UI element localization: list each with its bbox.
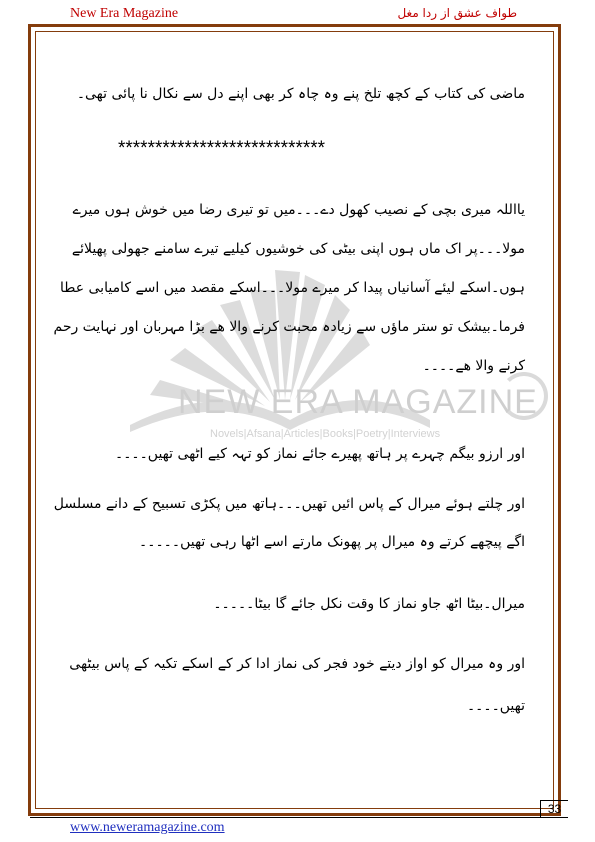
body-line: اور ارزو بیگم چہرے پر ہاتھ پھیرے جائے نماز کو تہہ کیے اٹھی تھیں۔۔۔۔ <box>114 446 525 462</box>
watermark-title: NEW ERA MAGAZINE <box>178 383 538 421</box>
watermark-ring-icon <box>500 372 548 420</box>
body-line: اور وہ میرال کو اواز دیتے خود فجر کی نماز ادا کر کے اسکے تکیہ کے پاس بیٹھی <box>69 656 525 672</box>
body-line: فرما۔بیشک تو ستر ماؤں سے زیادہ محبت کرنے والا ھے بڑا مہربان اور نہایت رحم <box>53 319 525 335</box>
body-line: ہوں۔اسکے لیئے آسانیاں پیدا کر میرے مولا۔۔۔اسکے مقصد میں اسے کامیابی عطا <box>59 280 525 296</box>
footer-divider <box>30 817 565 818</box>
section-separator: **************************** <box>118 138 326 159</box>
body-line: اگے پیچھے کرتے وہ میرال پر پھونک مارتے اسے اٹھا رہی تھیں۔۔۔۔۔ <box>139 534 525 550</box>
body-line: کرنے والا ھے۔۔۔۔ <box>422 358 525 374</box>
header-novel-title: طواف عشق از ردا مغل <box>397 6 517 20</box>
body-line: تھیں۔۔۔۔ <box>466 698 525 714</box>
body-line: اور چلتے ہوئے میرال کے پاس ائیں تھیں۔۔۔ہاتھ میں پکڑی تسبیح کے دانے مسلسل <box>53 496 525 512</box>
page-number: 33 <box>540 800 568 818</box>
body-line: میرال۔بیٹا اٹھ جاو نماز کا وقت نکل جائے گا بیٹا۔۔۔۔۔ <box>213 596 525 612</box>
body-line: ماضی کی کتاب کے کچھ تلخ پنے وہ چاہ کر بھی اپنے دل سے نکال نا پائی تھی۔ <box>76 86 525 102</box>
header-magazine-name: New Era Magazine <box>70 6 179 21</box>
body-line: یااللہ میری بچی کے نصیب کھول دے۔۔۔میں تو تیری رضا میں خوش ہوں میرے <box>72 202 525 218</box>
website-link[interactable]: www.neweramagazine.com <box>70 820 225 835</box>
watermark-subtitle: Novels|Afsana|Articles|Books|Poetry|Interviews <box>210 428 441 440</box>
body-line: مولا۔۔۔پر اک ماں ہوں اپنی بیٹی کی خوشیوں کیلیے تیرے سامنے جھولی پھیلائے <box>71 241 525 257</box>
